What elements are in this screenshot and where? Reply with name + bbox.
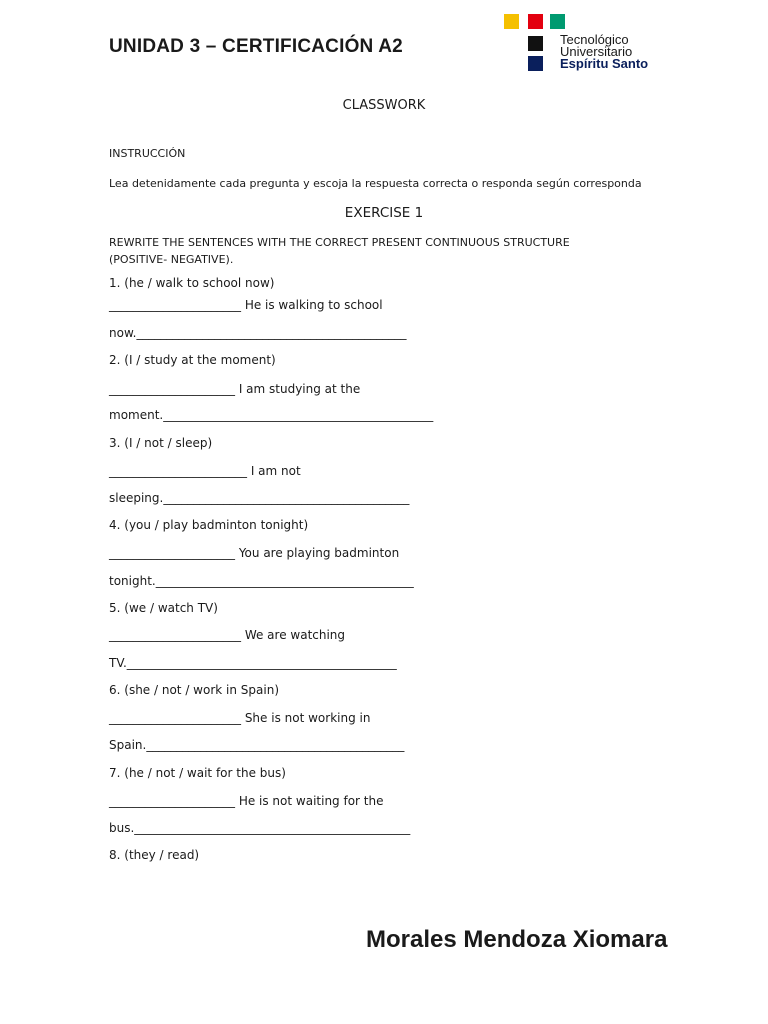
instruction-text: Lea detenidamente cada pregunta y escoja la respuesta correcta o responda según corresponda [109,177,642,190]
logo-navy-square [528,56,543,71]
question-7: 7. (he / not / wait for the bus) [109,766,286,780]
document-title: UNIDAD 3 – CERTIFICACIÓN A2 [109,36,403,57]
question-2: 2. (I / study at the moment) [109,353,276,367]
logo-green-square [550,14,565,29]
question-1: 1. (he / walk to school now) [109,276,275,290]
answer-6-line2: Spain.___________________________________________ [109,738,405,752]
instruction-label: INSTRUCCIÓN [109,147,186,160]
logo-black-square [528,36,543,51]
answer-2-line1: _____________________ I am studying at the [109,382,361,396]
logo-text-line2: Universitario [560,44,633,59]
answer-1-line1: ______________________ He is walking to school [109,298,383,312]
logo-text-line1: Tecnológico [560,32,629,47]
answer-4-line1: _____________________ You are playing badminton [109,546,400,560]
answer-1-line2: now._____________________________________________ [109,326,407,340]
question-8: 8. (they / read) [109,848,200,862]
answer-2-line2: moment._____________________________________________ [109,408,434,422]
exercise-prompt-line1: REWRITE THE SENTENCES WITH THE CORRECT PRESENT CONTINUOUS STRUCTURE [109,236,570,249]
answer-5-line2: TV._____________________________________________ [109,656,397,670]
answer-7-line2: bus.______________________________________________ [109,821,411,835]
exercise-prompt-line2: (POSITIVE- NEGATIVE). [109,253,234,266]
logo-yellow-square [504,14,519,29]
student-name: Morales Mendoza Xiomara [366,926,668,953]
exercise-title: EXERCISE 1 [344,205,424,221]
question-3: 3. (I / not / sleep) [109,436,213,450]
question-6: 6. (she / not / work in Spain) [109,683,279,697]
answer-4-line2: tonight.___________________________________________ [109,574,414,588]
logo-red-square [528,14,543,29]
answer-5-line1: ______________________ We are watching [109,628,346,642]
classwork-heading: CLASSWORK [342,98,426,113]
logo-text-line3: Espíritu Santo [560,56,649,71]
question-5: 5. (we / watch TV) [109,601,218,615]
question-4: 4. (you / play badminton tonight) [109,518,309,532]
university-logo [504,12,674,74]
answer-3-line2: sleeping._________________________________________ [109,491,410,505]
answer-3-line1: _______________________ I am not [109,464,301,478]
answer-6-line1: ______________________ She is not working in [109,711,371,725]
answer-7-line1: _____________________ He is not waiting for the [109,794,384,808]
